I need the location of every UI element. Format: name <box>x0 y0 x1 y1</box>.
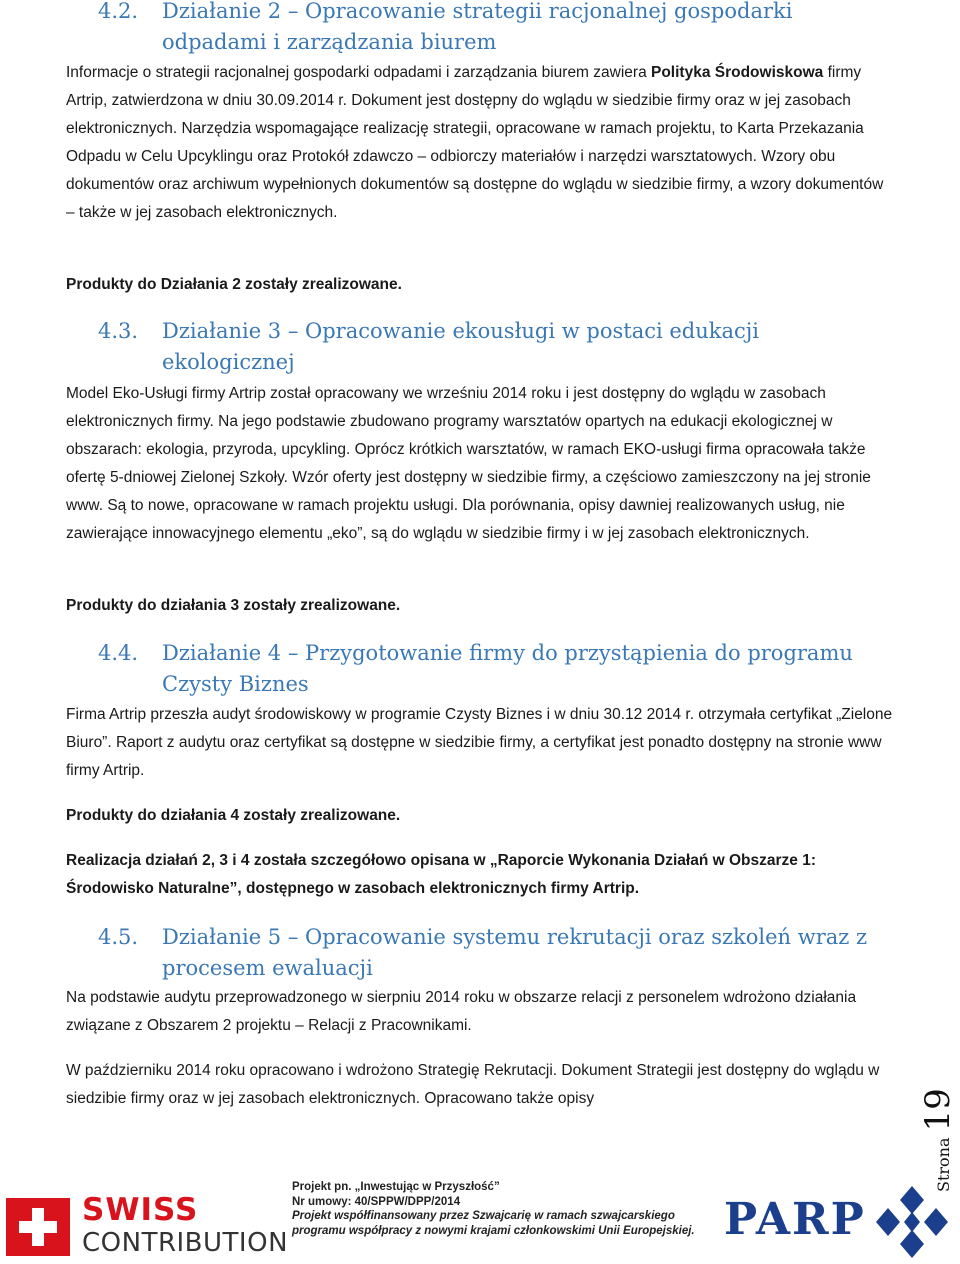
swiss-contribution-logo <box>6 1192 289 1260</box>
section-4-5-paragraph-1: Na podstawie audytu przeprowadzonego w sierpniu 2014 roku w obszarze relacji z personelem wdrożono działania związane z Obszarem 2 projektu – Relacji z Pracownikami. <box>66 989 857 1034</box>
section-heading-4-2 <box>98 0 898 58</box>
project-info <box>292 1180 695 1238</box>
parp-mark-icon <box>872 1184 952 1260</box>
section-4-3-paragraph: Model Eko-Usługi firmy Artrip został opracowany we wrześniu 2014 roku i jest dostępny do wglądu w zasobach elektronicznych firmy. Na jego podstawie zbudowano programy warsztatów opartych na edukacji ekologicznej w obszarach: ekologia, przyroda, upcykling. Oprócz krótkich warsztatów, w ramach EKO-usługi firma opracowała także ofertę 5-dniowej Zielonej Szkoły. Wzór oferty jest dostępny w siedzibie firmy, a częściowo zamieszczony na jej stronie www. Są to nowe, opracowane w ramach projektu usługi. Dla porównania, opisy dawniej realizowanych usług, nie zawierające innowacyjnego elementu „eko”, są do wglądu w siedzibie firmy i w jej zasobach elektronicznych. <box>66 385 871 542</box>
section-heading-4-4 <box>98 638 898 700</box>
project-funding-line1: Projekt współfinansowany przez Szwajcarię w ramach szwajcarskiego <box>292 1210 675 1222</box>
page-label: Strona <box>934 1137 953 1192</box>
section-number: 4.5. <box>98 925 139 949</box>
parp-logo <box>724 1184 954 1260</box>
section-heading-4-3 <box>98 316 898 378</box>
section-number: 4.2. <box>98 0 139 23</box>
section-title: Działanie 4 – Przygotowanie firmy do przystąpienia do programu Czysty Biznes <box>162 641 853 696</box>
parp-logo-text: PARP <box>724 1194 866 1245</box>
section-title: Działanie 2 – Opracowanie strategii racjonalnej gospodarki odpadami i zarządzania biurem <box>162 0 793 54</box>
swiss-logo-line2: CONTRIBUTION <box>82 1228 289 1258</box>
section-heading-4-5 <box>98 922 898 984</box>
paragraph-text: Informacje o strategii racjonalnej gospodarki odpadami i zarządzania biurem zawiera <box>66 64 651 81</box>
page-footer <box>0 1180 960 1264</box>
section-number: 4.4. <box>98 641 139 665</box>
section-4-4-result: Produkty do działania 4 zostały zrealizowane. <box>66 807 401 824</box>
section-4-5-paragraph-2: W październiku 2014 roku opracowano i wdrożono Strategię Rekrutacji. Dokument Strategii jest dostępny do wglądu w siedzibie firmy oraz w jej zasobach elektronicznych. Opracowano także opisy <box>66 1062 880 1107</box>
section-title: Działanie 5 – Opracowanie systemu rekrutacji oraz szkoleń wraz z procesem ewaluacji <box>162 925 868 980</box>
project-contract: Nr umowy: 40/SPPW/DPP/2014 <box>292 1195 461 1208</box>
project-name: Projekt pn. „Inwestując w Przyszłość” <box>292 1181 500 1193</box>
section-4-3-result: Produkty do działania 3 zostały zrealizowane. <box>66 597 401 614</box>
page-number: 19 <box>918 1088 958 1132</box>
section-4-2-paragraph <box>66 59 896 227</box>
section-4-4-summary: Realizacja działań 2, 3 i 4 została szczegółowo opisana w „Raporcie Wykonania Działań w Obszarze 1: Środowisko Naturalne”, dostępnego w zasobach elektronicznych firmy Artrip. <box>66 852 816 897</box>
section-number: 4.3. <box>98 319 139 343</box>
swiss-cross-icon <box>6 1198 70 1256</box>
section-4-2-result: Produkty do Działania 2 zostały zrealizowane. <box>66 276 402 293</box>
paragraph-text: firmy Artrip, zatwierdzona w dniu 30.09.2014 r. Dokument jest dostępny do wglądu w siedzibie firmy oraz w jej zasobach elektronicznych. Narzędzia wspomagające realizację strategii, opracowane w ramach projektu, to Karta Przekazania Odpadu w Celu Upcyklingu oraz Protokół zdawczo – odbiorczy materiałów i narzędzi warsztatowych. Wzory obu dokumentów oraz archiwum wypełnionych dokumentów są dostępne do wglądu w siedzibie firmy, a wzory dokumentów – także w jej zasobach elektronicznych. <box>66 64 884 221</box>
swiss-logo-line1: SWISS <box>82 1192 199 1228</box>
project-funding-line2: programu współpracy z nowymi krajami członkowskimi Unii Europejskiej. <box>292 1224 695 1237</box>
section-4-4-paragraph: Firma Artrip przeszła audyt środowiskowy w programie Czysty Biznes i w dniu 30.12 2014 r. otrzymała certyfikat „Zielone Biuro”. Raport z audytu oraz certyfikat są dostępne w siedzibie firmy, a certyfikat jest ponadto dostępny na stronie www firmy Artrip. <box>66 706 893 779</box>
paragraph-bold-text: Polityka Środowiskowa <box>651 64 824 81</box>
section-title: Działanie 3 – Opracowanie ekousługi w postaci edukacji ekologicznej <box>162 319 760 374</box>
